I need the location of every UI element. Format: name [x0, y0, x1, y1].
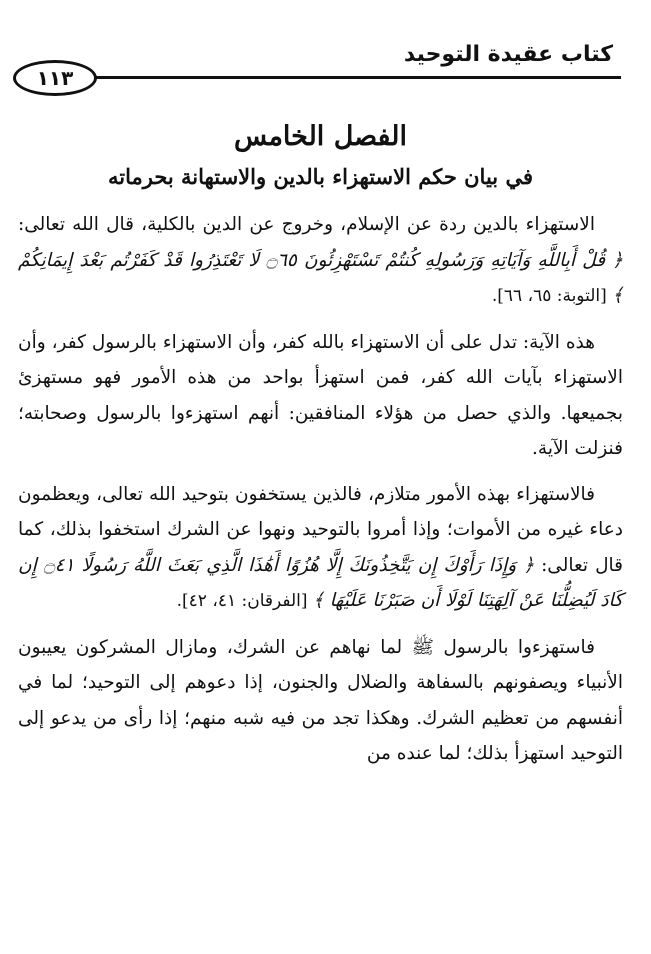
paragraph-3: [18, 477, 623, 620]
paragraph-text: الاستهزاء بالدين ردة عن الإسلام، وخروج عن الدين بالكلية، قال الله تعالى:: [18, 214, 595, 235]
paragraph-text: فالاستهزاء بهذه الأمور متلازم، فالذين يستخفون بتوحيد الله تعالى، ويعظمون دعاء غيره من الأموات؛ وإذا أمروا بالتوحيد ونهوا عن الشرك استخفوا بذلك، كما قال تعالى:: [18, 483, 624, 576]
verse-reference: [الفرقان: ٤١، ٤٢].: [176, 591, 313, 611]
paragraph-4: [18, 630, 623, 772]
paragraph-text: هذه الآية: تدل على أن الاستهزاء بالله كفر، وأن الاستهزاء بالرسول كفر، وأن الاستهزاء بآيات الله كفر، فمن استهزأ بواحد من هذه الأمور فهو مستهزئ بجميعها. والذي حصل من هؤلاء المنافقين: أنهم استهزءوا بالرسول وصحابته؛ فنزلت الآية.: [18, 331, 623, 459]
paragraph-2: [18, 325, 623, 467]
verse-reference: [التوبة: ٦٥، ٦٦].: [491, 286, 613, 306]
page-header: [0, 0, 651, 100]
chapter-title: الفصل الخامس: [234, 121, 407, 152]
header-rule: [95, 76, 621, 79]
paragraph-1: [18, 207, 623, 315]
quran-verse: ﴿ قُلْ أَبِاللَّهِ وَآيَاتِهِ وَرَسُولِهِ كُنتُمْ تَسْتَهْزِئُونَ ۝٦٥ لَا تَعْتَذِرُوا قَدْ كَفَرْتُم بَعْدَ إِيمَانِكُمْ ﴾: [18, 249, 624, 306]
book-title: كتاب عقيدة التوحيد: [403, 42, 613, 67]
paragraph-text: فاستهزءوا بالرسول ﷺ لما نهاهم عن الشرك، ومازال المشركون يعيبون الأنبياء ويصفونهم بالسفاهة والضلال والجنون، إذا دعوهم إلى التوحيد؛ لما في أنفسهم من تعظيم الشرك. وهكذا تجد من فيه شبه منهم؛ إذا رأى من يدعو إلى التوحيد استهزأ بذلك؛ لما عنده من: [18, 636, 623, 764]
quran-verse: ﴿ وَإِذَا رَأَوْكَ إِن يَتَّخِذُونَكَ إِلَّا هُزُوًا أَهَٰذَا الَّذِي بَعَثَ اللَّهُ رَسُولًا ۝٤١ إِن كَادَ لَيُضِلُّنَا عَنْ آلِهَتِنَا لَوْلَا أَن صَبَرْنَا عَلَيْهَا ﴾: [18, 554, 623, 611]
chapter-subtitle: في بيان حكم الاستهزاء بالدين والاستهانة بحرماته: [108, 164, 533, 189]
page-number: ١١٣: [13, 60, 97, 96]
page-content: [18, 115, 623, 782]
